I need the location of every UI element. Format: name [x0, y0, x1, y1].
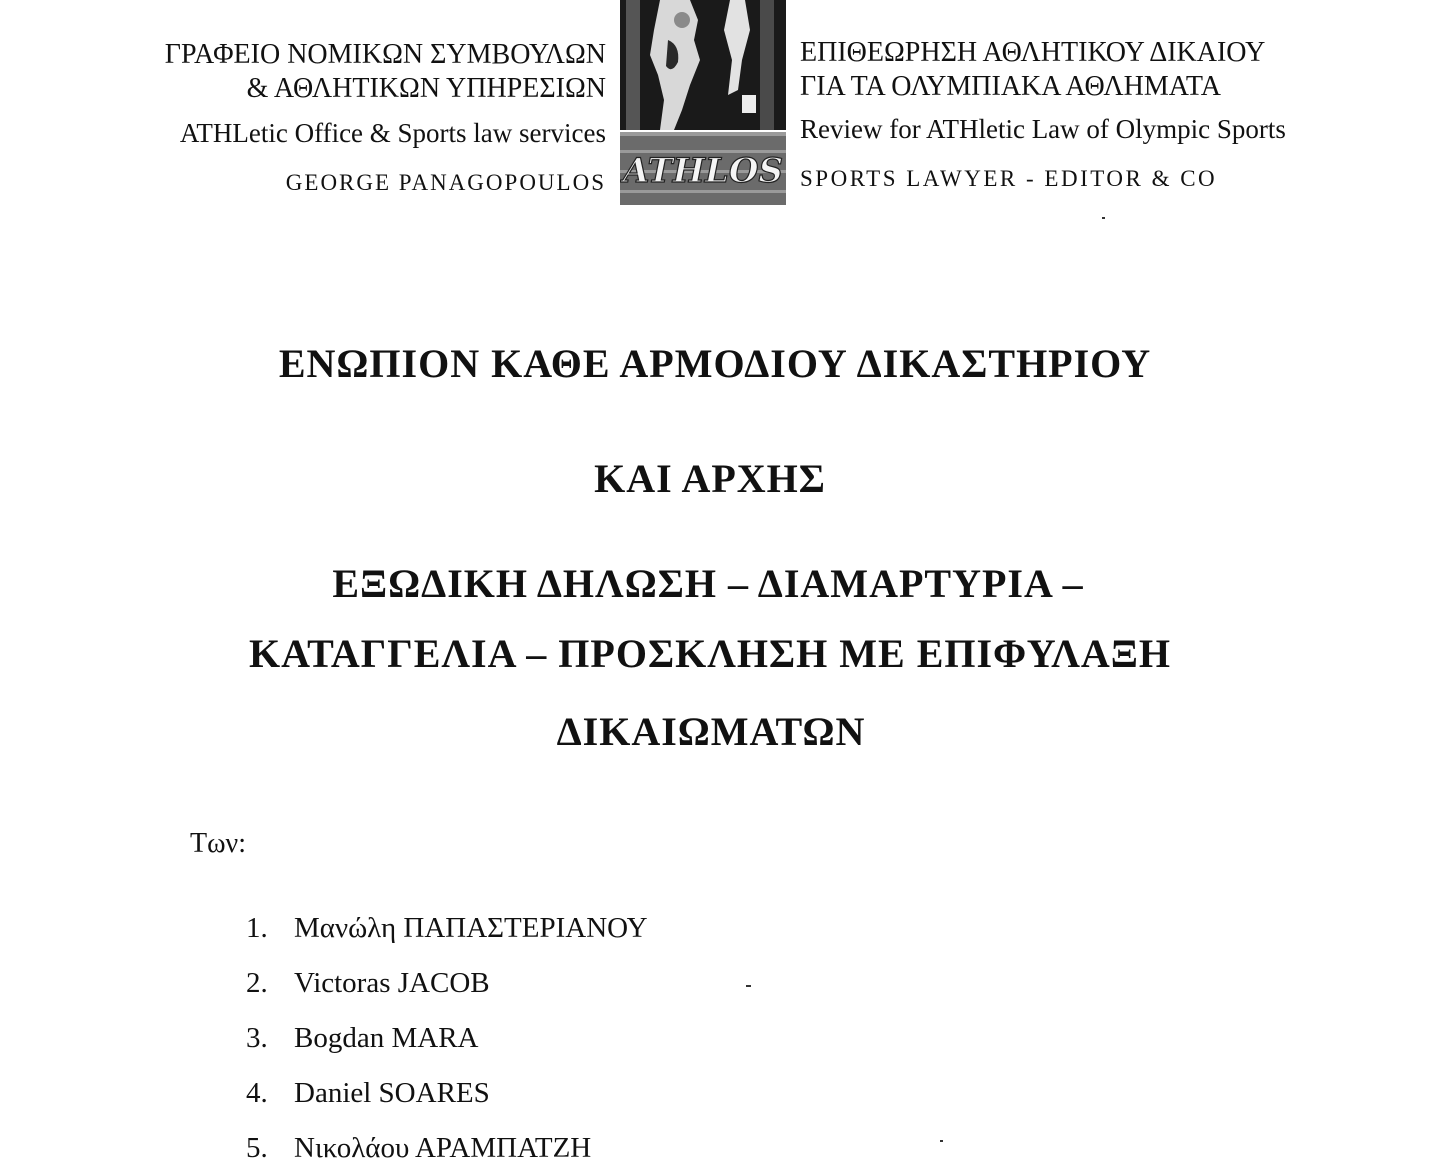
letterhead-right [800, 36, 1286, 196]
letterhead-right-greek-line2: ΓΙΑ ΤΑ ΟΛΥΜΠΙΑΚΑ ΑΘΛΗΜΑΤΑ [800, 71, 1221, 102]
letterhead-left-greek-line2: & ΑΘΛΗΤΙΚΩΝ ΥΠΗΡΕΣΙΩΝ [246, 73, 606, 104]
party-item [246, 912, 648, 967]
letterhead-left-greek-line1: ΓΡΑΦΕΙΟ ΝΟΜΙΚΩΝ ΣΥΜΒΟΥΛΩΝ [164, 39, 606, 70]
logo-text: ATHLOS [622, 151, 784, 191]
party-number: 1. [246, 912, 268, 944]
subject-line3: ΔΙΚΑΙΩΜΑΤΩΝ [556, 709, 866, 754]
party-number: 3. [246, 1022, 268, 1054]
scan-speck [746, 985, 751, 987]
letterhead-role: SPORTS LAWYER - EDITOR & CO [800, 166, 1218, 191]
party-item [246, 967, 648, 1022]
letterhead-left [165, 38, 606, 200]
party-number: 2. [246, 967, 268, 999]
party-name: Νικολάου ΑΡΑΜΠΑΤΖΗ [294, 1132, 592, 1164]
parties-list [246, 912, 648, 1176]
scan-speck [940, 1140, 943, 1142]
party-number: 4. [246, 1077, 268, 1109]
letterhead-right-english-line: Review for ATHletic Law of Olympic Sports [800, 114, 1286, 144]
party-item [246, 1077, 648, 1132]
letterhead-lawyer-name: GEORGE PANAGOPOULOS [285, 170, 606, 195]
heading-line1: ΕΝΩΠΙΟΝ ΚΑΘΕ ΑΡΜΟΔΙΟΥ ΔΙΚΑΣΤΗΡΙΟΥ [278, 341, 1152, 386]
letterhead-right-greek-line1: ΕΠΙΘΕΩΡΗΣΗ ΑΘΛΗΤΙΚΟΥ ΔΙΚΑΙΟΥ [800, 37, 1266, 68]
party-item [246, 1022, 648, 1077]
subject-line2: ΚΑΤΑΓΓΕΛΙΑ – ΠΡΟΣΚΛΗΣΗ ΜΕ ΕΠΙΦΥΛΑΞΗ [249, 631, 1171, 676]
scan-speck [1102, 217, 1105, 219]
athlos-logo [620, 0, 786, 205]
party-name: Μανώλη ΠΑΠΑΣΤΕΡΙΑΝΟΥ [294, 912, 648, 944]
party-number: 5. [246, 1132, 268, 1164]
party-name: Bogdan MARA [294, 1022, 479, 1054]
subject-line1: ΕΞΩΔΙΚΗ ΔΗΛΩΣΗ – ΔΙΑΜΑΡΤΥΡΙΑ – [332, 561, 1084, 606]
party-name: Victoras JACOB [294, 967, 490, 999]
letterhead-left-english-line: ATHLetic Office & Sports law services [179, 118, 606, 148]
party-item [246, 1132, 648, 1176]
parties-intro: Των: [190, 828, 246, 859]
heading-line2: ΚΑΙ ΑΡΧΗΣ [594, 456, 826, 501]
party-name: Daniel SOARES [294, 1077, 490, 1109]
